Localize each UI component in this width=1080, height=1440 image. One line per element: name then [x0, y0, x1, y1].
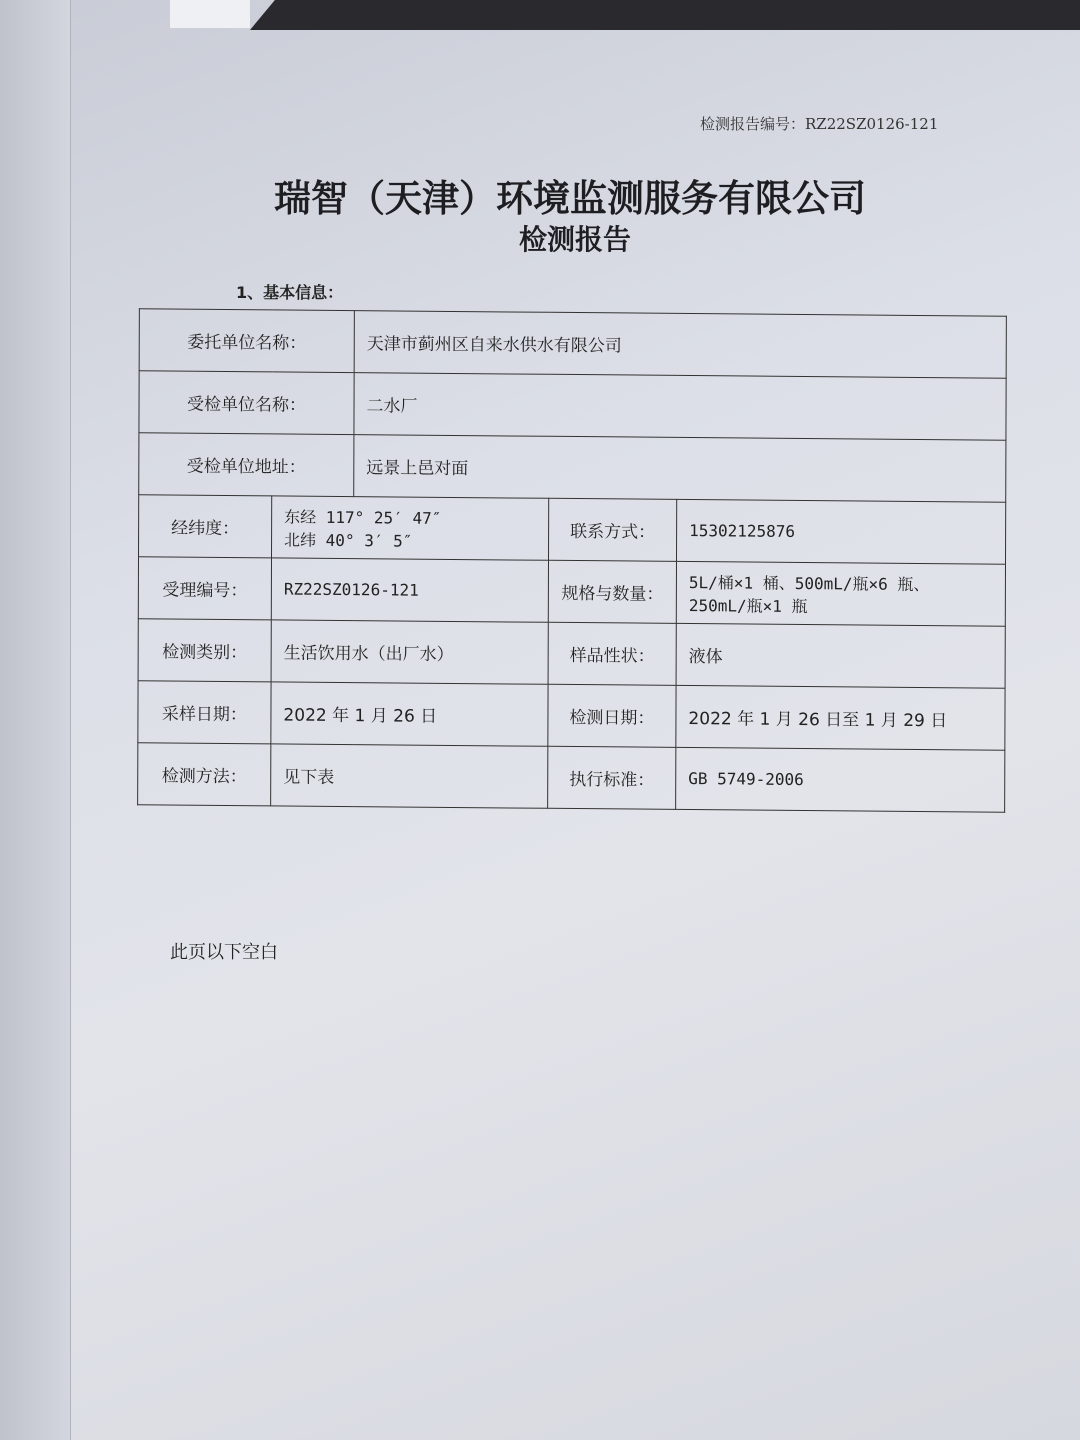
- longitude: 东经 117° 25′ 47″: [284, 506, 442, 528]
- client-label: 委托单位名称：: [139, 309, 354, 373]
- spec-label: 规格与数量：: [548, 560, 676, 623]
- method-label: 检测方法：: [138, 743, 271, 806]
- table-row: [138, 557, 1005, 627]
- coords-value: [272, 496, 549, 560]
- contact-value: 15302125876: [676, 499, 1005, 564]
- address-value: 远景上邑对面: [354, 435, 1006, 503]
- method-value: 见下表: [271, 744, 548, 808]
- section-title: 1、基本信息：: [236, 283, 344, 302]
- accept-label: 受理编号：: [138, 557, 271, 620]
- table-row: [139, 371, 1006, 441]
- test-date-value: 2022 年 1 月 26 日至 1 月 29 日: [676, 685, 1005, 750]
- accept-value: RZ22SZ0126-121: [271, 558, 548, 622]
- table-row: [138, 619, 1005, 689]
- table-row: [138, 743, 1005, 813]
- background-paper-edge: [170, 0, 250, 28]
- table-row: [139, 495, 1006, 565]
- category-value: 生活饮用水（出厂水）: [271, 620, 548, 684]
- contact-label: 联系方式：: [549, 498, 677, 561]
- report-number: 检测报告编号：RZ22SZ0126-121: [700, 115, 939, 133]
- sample-value: 液体: [676, 623, 1005, 688]
- client-value: 天津市蓟州区自来水供水有限公司: [354, 311, 1006, 379]
- inspected-value: 二水厂: [354, 373, 1006, 441]
- table-row: [138, 681, 1005, 751]
- latitude: 北纬 40° 3′ 5″: [284, 529, 413, 551]
- document-title: 检测报告: [518, 223, 631, 256]
- spec-line-1: 5L/桶×1 桶、500mL/瓶×6 瓶、: [688, 572, 930, 594]
- standard-label: 执行标准：: [548, 746, 676, 809]
- table-row: [139, 433, 1006, 503]
- inspected-label: 受检单位名称：: [139, 371, 354, 435]
- test-date-label: 检测日期：: [548, 684, 676, 747]
- category-label: 检测类别：: [138, 619, 271, 682]
- sample-label: 样品性状：: [548, 622, 676, 685]
- table-row: [139, 309, 1006, 379]
- company-name: 瑞智（天津）环境监测服务有限公司: [274, 177, 866, 220]
- address-label: 受检单位地址：: [139, 433, 354, 497]
- basic-info-table: [137, 308, 1007, 813]
- spec-value: [676, 561, 1005, 626]
- spec-line-2: 250mL/瓶×1 瓶: [688, 595, 808, 616]
- blank-page-note: 此页以下空白: [170, 942, 278, 963]
- coords-label: 经纬度：: [139, 495, 272, 558]
- sampling-date-label: 采样日期：: [138, 681, 271, 744]
- background-dark-surface: [250, 0, 1080, 30]
- sampling-date-value: 2022 年 1 月 26 日: [271, 682, 548, 746]
- standard-value: GB 5749-2006: [676, 747, 1005, 812]
